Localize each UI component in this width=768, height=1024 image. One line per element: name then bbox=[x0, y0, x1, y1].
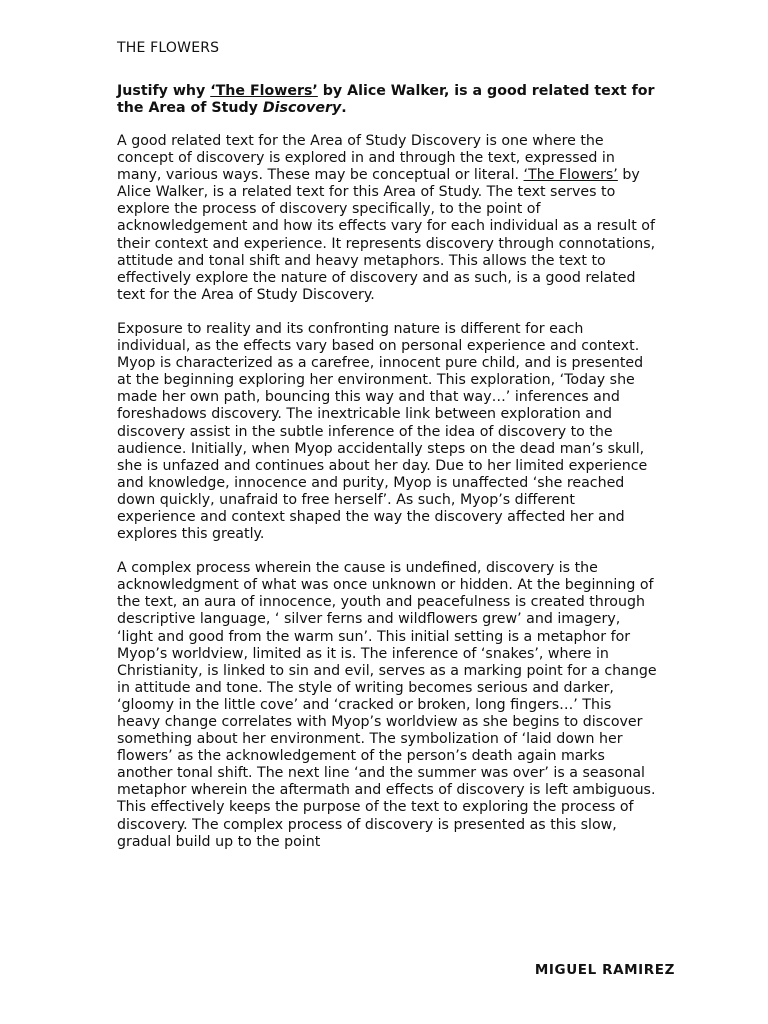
question-suffix: . bbox=[341, 100, 347, 116]
paragraph-body-2: A complex process wherein the cause is undefined, discovery is the acknowledgment of what was once unknown or hidden. At the beginning of the text, an aura of innocence, youth and peacefulness is created through descriptive language, ‘ silver ferns and wildflowers grew’ and imagery, ‘light and good from the warm sun’. This initial setting is a metaphor for Myop’s worldview, limited as it is. The inference of ‘snakes’, where in Christianity, is linked to sin and evil, serves as a marking point for a change in attitude and tone. The style of writing becomes serious and darker, ‘gloomy in the little cove’ and ‘cracked or broken, long fingers…’ This heavy change correlates with Myop’s worldview as she begins to discover something about her environment. The symbolization of ‘laid down her flowers’ as the acknowledgement of the person’s death again marks another tonal shift. The next line ‘and the summer was over’ is a seasonal metaphor wherein the aftermath and effects of discovery is left ambiguous. This effectively keeps the purpose of the text to exploring the process of discovery. The complex process of discovery is presented as this slow, gradual build up to the point bbox=[117, 560, 657, 850]
paragraph-intro-title: ‘The Flowers’ bbox=[523, 167, 618, 184]
question-emphasis: Discovery bbox=[262, 100, 342, 116]
document-page bbox=[117, 38, 657, 868]
author-name: MIGUEL RAMIREZ bbox=[534, 962, 675, 978]
document-title: THE FLOWERS bbox=[117, 40, 220, 56]
question-text-title: ‘The Flowers’ bbox=[210, 83, 318, 99]
paragraph-intro-end: by Alice Walker, is a related text for this Area of Study. The text serves to explore the process of discovery specifically, to the point of acknowledgement and how its effects vary for each individual as a result of their context and experience. It represents discovery through connotations, attitude and tonal shift and heavy metaphors. This allows the text to effectively explore the nature of discovery and as such, is a good related text for the Area of Study Discovery. bbox=[117, 167, 656, 303]
paragraph-intro bbox=[117, 133, 657, 304]
essay-question bbox=[117, 83, 657, 117]
paragraph-body-1: Exposure to reality and its confronting nature is different for each individual, as the effects vary based on personal experience and context. Myop is characterized as a carefree, innocent pure child, and is presented at the beginning exploring her environment. This exploration, ‘Today she made her own path, bouncing this way and that way…’ inferences and foreshadows discovery. The inextricable link between exploration and discovery assist in the subtle inference of the idea of discovery to the audience. Initially, when Myop accidentally steps on the dead man’s skull, she is unfazed and continues about her day. Due to her limited experience and knowledge, innocence and purity, Myop is unaffected ‘she reached down quickly, unafraid to free herself’. As such, Myop’s different experience and context shaped the way the discovery affected her and explores this greatly. bbox=[117, 320, 648, 543]
paragraph-intro-start: A good related text for the Area of Study Discovery is one where the concept of discovery is explored in and through the text, expressed in many, various ways. These may be conceptual or literal. bbox=[117, 133, 615, 184]
question-prefix: Justify why bbox=[117, 83, 211, 99]
question-middle: by Alice Walker, is a good related text for the Area of Study bbox=[117, 83, 655, 116]
